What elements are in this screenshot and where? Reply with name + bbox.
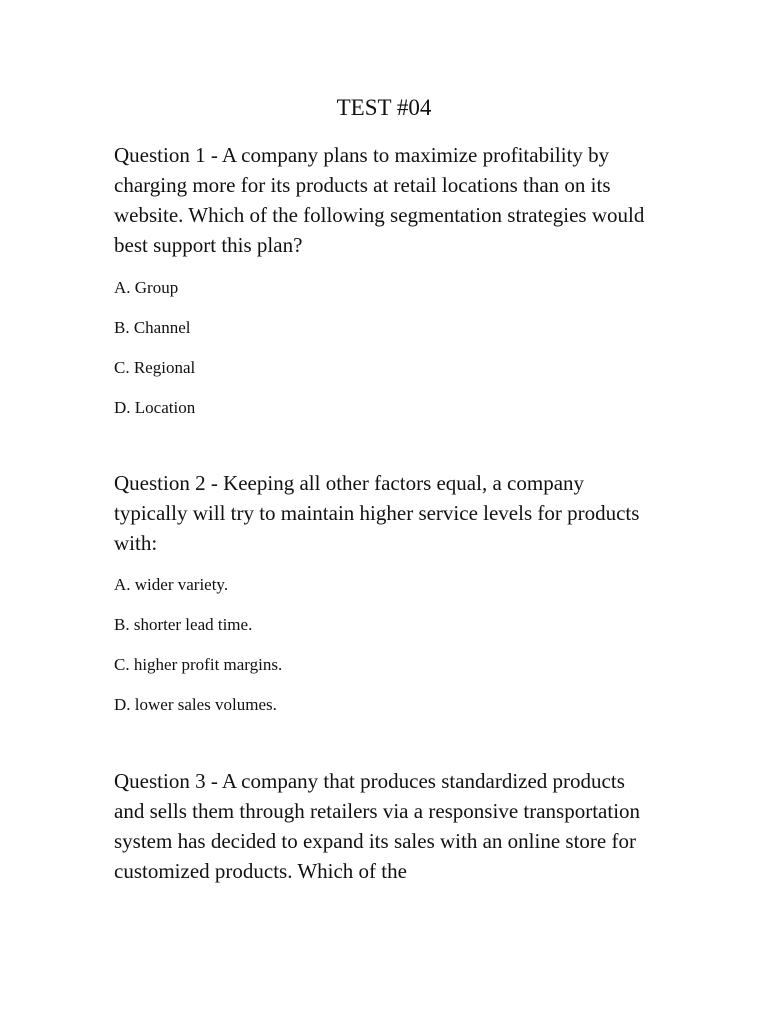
- question-3-prompt: Question 3 - A company that produces standardized products and sells them through retailers via a responsive transportation system has decided to expand its sales with an online store for customized products. Which of the: [114, 769, 641, 883]
- question-1-option-b: B. Channel: [114, 318, 191, 337]
- question-1-option-c: C. Regional: [114, 358, 196, 377]
- question-1-option-a: A. Group: [114, 278, 179, 297]
- question-2-option-c: C. higher profit margins.: [114, 655, 283, 674]
- question-2-prompt: Question 2 - Keeping all other factors equal, a company typically will try to maintain higher service levels for products with:: [114, 471, 640, 555]
- question-1-prompt: Question 1 - A company plans to maximize profitability by charging more for its products at retail locations than on its website. Which of the following segmentation strategies would best support this plan?: [114, 143, 645, 257]
- question-2-options: [114, 575, 659, 735]
- question-2-option-b: B. shorter lead time.: [114, 615, 253, 634]
- question-2-option-a: A. wider variety.: [114, 575, 229, 594]
- question-1-option-d: D. Location: [114, 398, 196, 417]
- question-2-option-d: D. lower sales volumes.: [114, 695, 277, 714]
- question-3: [114, 766, 659, 886]
- question-1-options: [114, 278, 659, 438]
- question-1: [114, 140, 659, 438]
- question-2: [114, 468, 659, 735]
- test-title: TEST #04: [336, 95, 432, 120]
